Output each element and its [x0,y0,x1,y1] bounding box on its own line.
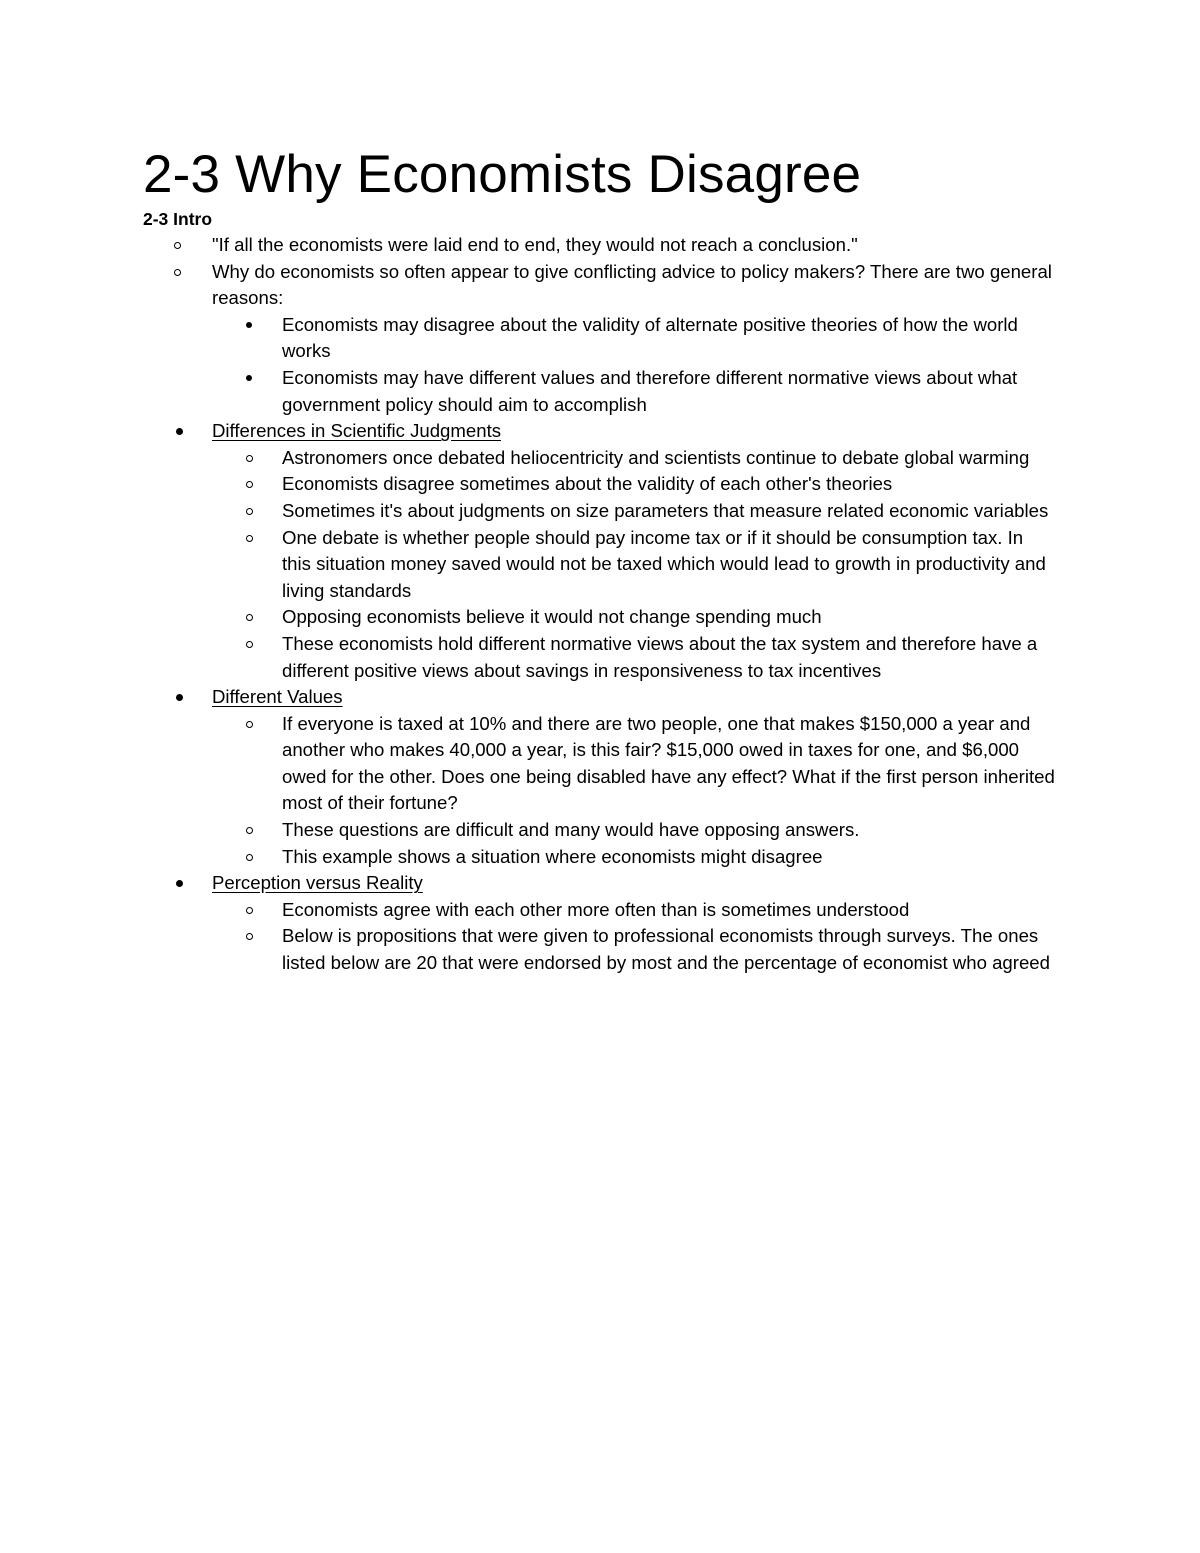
notes-body [0,232,1200,977]
list-item: One debate is whether people should pay income tax or if it should be consumption tax. In this situation money saved would not be taxed which would lead to growth in productivity and living standards [282,526,1046,601]
list-item: Economists may have different values and therefore different normative views about what government policy should aim to accomplish [282,366,1018,415]
list-item: Economists disagree sometimes about the validity of each other's theories [282,473,893,495]
section-heading-different-values: Different Values [212,686,343,708]
list-item: "If all the economists were laid end to end, they would not reach a conclusion." [212,234,858,255]
list-item: Astronomers once debated heliocentricity and scientists continue to debate global warming [282,446,1030,468]
list-item: Economists may disagree about the validity of alternate positive theories of how the world works [282,313,1018,362]
list-item: Below is propositions that were given to professional economists through surveys. The ones listed below are 20 that were endorsed by most and the percentage of economist who agreed [282,925,1050,974]
intro-heading: 2-3 Intro [143,209,213,229]
list-item: These economists hold different normative views about the tax system and therefore have a different positive views about savings in responsiveness to tax incentives [282,632,1038,681]
list-item: This example shows a situation where economists might disagree [282,845,823,867]
list-item: These questions are difficult and many would have opposing answers. [282,819,860,841]
section-heading-perception-versus-reality: Perception versus Reality [212,872,423,894]
list-item: Opposing economists believe it would not change spending much [282,606,822,628]
list-item: If everyone is taxed at 10% and there are two people, one that makes $150,000 a year and another who makes 40,000 a year, is this fair? $15,000 owed in taxes for one, and $6,000 owed for the other. Does one being disabled have any effect? What if the first person inherited most of their fortune? [282,712,1055,814]
list-item: Sometimes it's about judgments on size parameters that measure related economic variables [282,499,1049,521]
section-heading-scientific-judgments: Differences in Scientific Judgments [212,420,502,442]
list-item: Why do economists so often appear to give conflicting advice to policy makers? There are two general reasons: [212,260,1052,309]
list-item: Economists agree with each other more often than is sometimes understood [282,898,910,920]
page-title: 2-3 Why Economists Disagree [143,145,862,204]
